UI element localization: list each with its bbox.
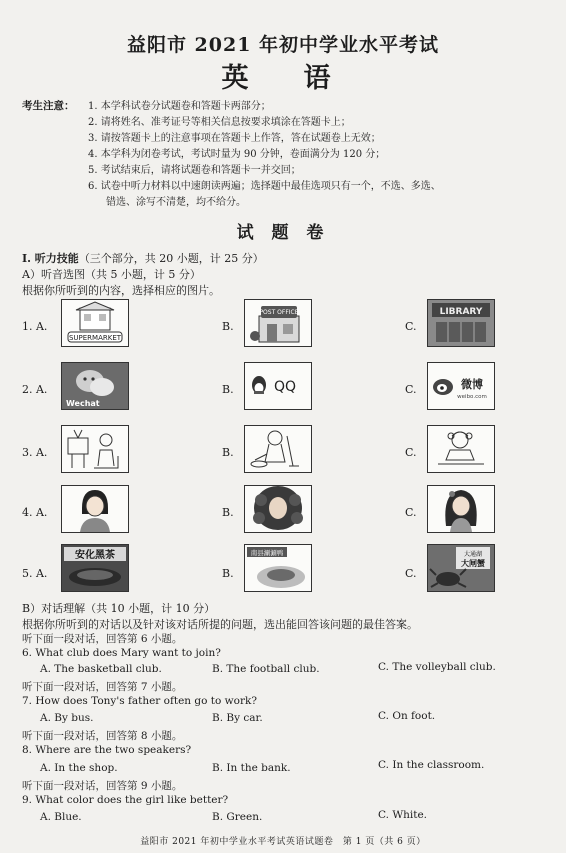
q8-option-a: A. In the shop. [40, 762, 118, 774]
notice-item-7: 错选、涂写不清楚，均不给分。 [106, 197, 246, 208]
q8-option-c: C. In the classroom. [378, 759, 485, 771]
cleaning-picture [244, 425, 312, 473]
notice-item-4: 4. 本学科为闭卷考试，考试时量为 90 分钟，卷面满分为 120 分； [88, 149, 386, 160]
watching-tv-picture [61, 425, 129, 473]
q2-c-label: C. [405, 383, 417, 396]
svg-text:Wechat: Wechat [66, 399, 100, 408]
q2-label: 2. A. [22, 383, 48, 396]
q7-option-a: A. By bus. [40, 712, 94, 724]
short-hair-girl-picture [61, 485, 129, 533]
supermarket-picture [61, 299, 129, 347]
q6-question: 6. What club does Mary want to join? [22, 647, 221, 659]
q6-option-c: C. The volleyball club. [378, 661, 496, 673]
q8-question: 8. Where are the two speakers? [22, 744, 192, 756]
q7-option-b: B. By car. [212, 712, 263, 724]
studying-picture [427, 425, 495, 473]
q9-option-c: C. White. [378, 809, 428, 821]
svg-text:SUPERMARKET: SUPERMARKET [68, 334, 122, 342]
subject-title: 英 语 [221, 63, 345, 94]
curly-hair-girl-picture [244, 485, 312, 533]
crab-picture [427, 544, 495, 592]
q7-question: 7. How does Tony's father often go to work? [22, 695, 257, 707]
part-a-heading: A）听音选图（共 5 小题，计 5 分） [22, 268, 201, 281]
q5-b-label: B. [222, 567, 234, 580]
duck-dish-picture [244, 544, 312, 592]
svg-text:南县涮涮鸭: 南县涮涮鸭 [250, 549, 284, 557]
q2-b-label: B. [222, 383, 234, 396]
q1-label: 1. A. [22, 320, 48, 333]
long-hair-girl-picture [427, 485, 495, 533]
library-picture [427, 299, 495, 347]
q6-lead: 听下面一段对话，回答第 6 小题。 [22, 633, 183, 645]
q3-c-label: C. [405, 446, 417, 459]
q9-lead: 听下面一段对话，回答第 9 小题。 [22, 780, 183, 792]
q4-c-label: C. [405, 506, 417, 519]
part-a-instruction: 根据你所听到的内容，选择相应的图片。 [22, 284, 220, 297]
q7-lead: 听下面一段对话，回答第 7 小题。 [22, 681, 183, 693]
wechat-picture [61, 362, 129, 410]
svg-text:POST OFFICE: POST OFFICE [259, 309, 299, 316]
q9-option-b: B. Green. [212, 811, 263, 823]
q4-label: 4. A. [22, 506, 48, 519]
q5-label: 5. A. [22, 567, 48, 580]
paper-title: 试 题 卷 [236, 223, 330, 243]
svg-text:QQ: QQ [273, 379, 297, 395]
q8-lead: 听下面一段对话，回答第 8 小题。 [22, 730, 183, 742]
q3-b-label: B. [222, 446, 234, 459]
weibo-picture [427, 362, 495, 410]
notice-item-5: 5. 考试结束后，请将试题卷和答题卡一并交回； [88, 165, 301, 176]
post-office-picture [244, 299, 312, 347]
q9-question: 9. What color does the girl like better? [22, 794, 229, 806]
q8-option-b: B. In the bank. [212, 762, 291, 774]
q3-label: 3. A. [22, 446, 48, 459]
part-b-heading: B）对话理解（共 10 小题，计 10 分） [22, 602, 216, 615]
part-b-instruction: 根据你所听到的对话以及针对该对话所提的问题，选出能回答该问题的最佳答案。 [22, 618, 418, 631]
svg-text:安化黑茶: 安化黑茶 [75, 550, 115, 561]
section-heading: I. 听力技能（三个部分，共 20 小题，计 25 分） [22, 252, 264, 265]
svg-text:微博: 微博 [461, 378, 483, 391]
svg-text:LIBRARY: LIBRARY [439, 307, 483, 317]
svg-text:大通湖: 大通湖 [463, 551, 483, 558]
page-footer: 益阳市 2021 年初中学业水平考试英语试题卷 第 1 页（共 6 页） [140, 837, 426, 847]
q6-option-a: A. The basketball club. [40, 663, 162, 675]
q4-b-label: B. [222, 506, 234, 519]
notice-item-1: 1. 本学科试卷分试题卷和答题卡两部分； [88, 101, 271, 112]
anhua-black-tea-picture [61, 544, 129, 592]
q1-c-label: C. [405, 320, 417, 333]
svg-text:weibo.com: weibo.com [457, 394, 487, 400]
notice-label: 考生注意： [22, 100, 75, 112]
exam-title: 益阳市 2021 年初中学业水平考试 [126, 34, 440, 56]
q7-option-c: C. On foot. [378, 710, 436, 722]
q6-option-b: B. The football club. [212, 663, 320, 675]
notice-item-2: 2. 请将姓名、准考证号等相关信息按要求填涂在答题卡上； [88, 117, 351, 128]
q5-c-label: C. [405, 567, 417, 580]
notice-item-6: 6. 试卷中听力材料以中速朗读两遍；选择题中最佳选项只有一个，不选、多选、 [88, 181, 441, 192]
svg-text:大闸蟹: 大闸蟹 [461, 559, 485, 568]
qq-picture [244, 362, 312, 410]
q1-b-label: B. [222, 320, 234, 333]
q9-option-a: A. Blue. [40, 811, 82, 823]
notice-item-3: 3. 请按答题卡上的注意事项在答题卡上作答，答在试题卷上无效； [88, 133, 381, 144]
